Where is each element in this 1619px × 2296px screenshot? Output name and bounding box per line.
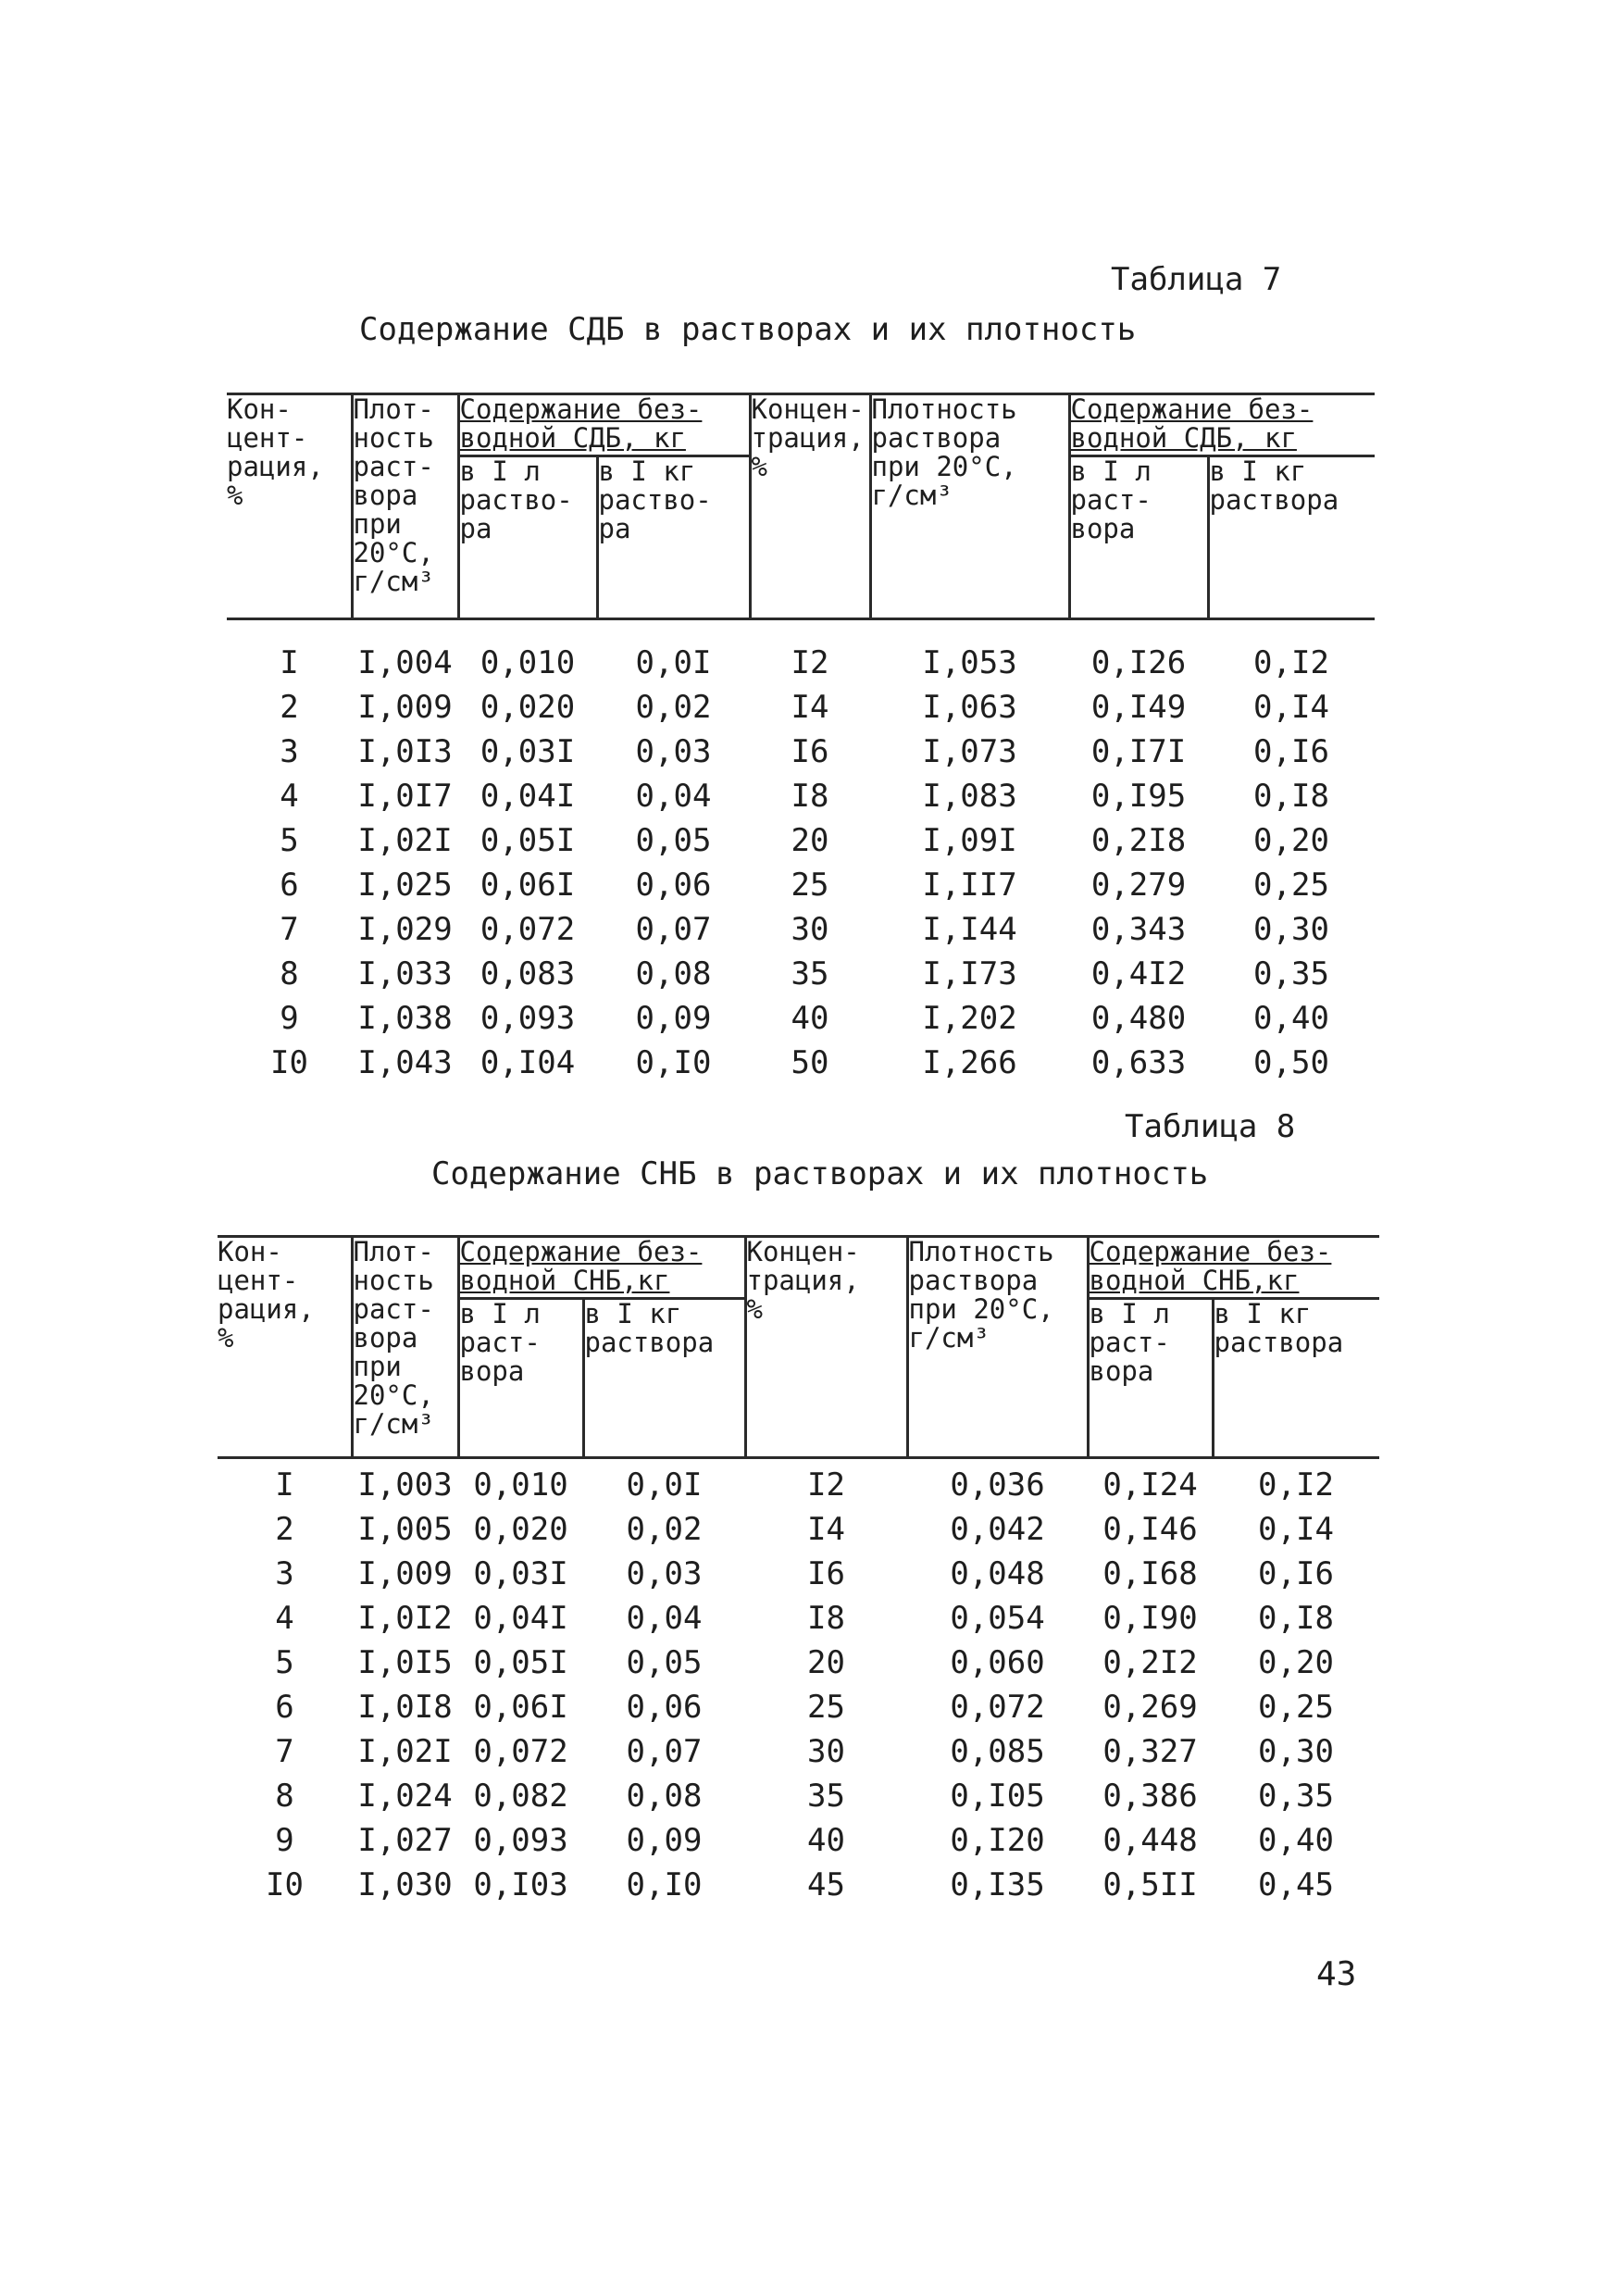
table-cell: 25 <box>791 867 829 904</box>
table-cell: 0,I2 <box>1253 644 1329 681</box>
table-cell: 40 <box>791 1000 829 1037</box>
table-cell: 0,02 <box>635 689 712 726</box>
table-row <box>227 996 1375 1041</box>
table-cell: I,003 <box>357 1466 453 1504</box>
table-cell: 0,03 <box>626 1555 703 1592</box>
table-cell: 0,2I8 <box>1090 822 1187 859</box>
table-cell: 0,480 <box>1090 1000 1187 1037</box>
table-cell: 0,06 <box>626 1689 703 1726</box>
table-cell: 0,I4 <box>1253 689 1329 726</box>
table-cell: 0,I68 <box>1102 1555 1198 1592</box>
table-cell: 0,093 <box>473 1822 568 1859</box>
table-cell: I2 <box>807 1466 845 1504</box>
table-cell: 0,09 <box>635 1000 712 1037</box>
table-cell: 45 <box>807 1866 845 1903</box>
table-cell: 0,03I <box>473 1555 568 1592</box>
table-cell: I,0I2 <box>357 1600 453 1637</box>
table-cell: 9 <box>280 1000 299 1037</box>
table-cell: 5 <box>280 822 299 859</box>
table-cell: 30 <box>791 911 829 948</box>
table-cell: 0,048 <box>950 1555 1045 1592</box>
table-cell: 8 <box>275 1778 294 1815</box>
table-cell: 0,I24 <box>1102 1466 1198 1504</box>
table-cell: 0,I6 <box>1258 1555 1334 1592</box>
t8-header-content: Содержание без- водной СНБ,кг <box>458 1237 745 1299</box>
table-cell: 0,036 <box>950 1466 1045 1504</box>
table-cell: 0,054 <box>950 1600 1045 1637</box>
table-cell: 0,06I <box>473 1689 568 1726</box>
table-cell: I,073 <box>922 733 1017 770</box>
table-cell: 0,35 <box>1253 955 1329 992</box>
table-cell: 0,40 <box>1253 1000 1329 1037</box>
table-cell: I8 <box>791 778 829 815</box>
table-cell: 0,279 <box>1090 867 1187 904</box>
table-cell: 0,093 <box>479 1000 576 1037</box>
table-cell: 0,448 <box>1102 1822 1198 1859</box>
table-row <box>227 952 1375 996</box>
table-cell: I,0I7 <box>357 778 453 815</box>
table-row <box>218 1641 1379 1685</box>
t7-header-conc: Кон- цент- рация, % <box>227 394 352 619</box>
table-row <box>227 863 1375 907</box>
table-cell: 0,082 <box>473 1778 568 1815</box>
table-cell: 0,343 <box>1090 911 1187 948</box>
table-cell: 0,20 <box>1253 822 1329 859</box>
table-row <box>218 1863 1379 1907</box>
table-cell: 0,633 <box>1090 1044 1187 1081</box>
table-cell: 20 <box>791 822 829 859</box>
table-cell: I,005 <box>357 1511 453 1548</box>
table-cell: 0,05I <box>479 822 576 859</box>
table-row <box>218 1596 1379 1641</box>
table-cell: I,02I <box>357 822 453 859</box>
table-cell: 40 <box>807 1822 845 1859</box>
table-cell: 0,07 <box>635 911 712 948</box>
t7-header-content: Содержание без- водной СДБ, кг <box>458 394 750 456</box>
table-cell: I,02I <box>357 1733 453 1770</box>
table-cell: 0,04 <box>635 778 712 815</box>
table7 <box>227 393 1375 1085</box>
table-cell: I <box>280 644 299 681</box>
table-cell: 0,03 <box>635 733 712 770</box>
table-cell: 7 <box>275 1733 294 1770</box>
table-cell: I,I44 <box>922 911 1017 948</box>
table-cell: 0,04I <box>473 1600 568 1637</box>
table-cell: 0,060 <box>950 1644 1045 1681</box>
t8-header-per-liter2: в I л раст- вора <box>1088 1299 1213 1458</box>
table-cell: 0,04 <box>626 1600 703 1637</box>
table-cell: 0,20 <box>1258 1644 1334 1681</box>
table-cell: 0,I20 <box>950 1822 1045 1859</box>
table-cell: 0,327 <box>1102 1733 1198 1770</box>
table-row <box>227 730 1375 774</box>
table-row <box>218 1685 1379 1729</box>
table-row <box>227 1041 1375 1085</box>
t8-header-density: Плот- ность раст- вора при 20°С, г/см³ <box>352 1237 458 1458</box>
table-cell: 0,40 <box>1258 1822 1334 1859</box>
table-cell: 0,I0 <box>635 1044 712 1081</box>
table-cell: 0,06 <box>635 867 712 904</box>
table7-title: Содержание СДБ в растворах и их плотность <box>359 311 1137 348</box>
table-cell: 0,I90 <box>1102 1600 1198 1637</box>
t7-header-per-liter: в I л раство- ра <box>458 456 597 619</box>
table8 <box>218 1235 1379 1907</box>
table-cell: I <box>275 1466 294 1504</box>
table-cell: I,038 <box>357 1000 453 1037</box>
table-cell: 0,08 <box>626 1778 703 1815</box>
table-cell: 0,5II <box>1102 1866 1198 1903</box>
table-cell: 0,35 <box>1258 1778 1334 1815</box>
table-cell: 0,010 <box>479 644 576 681</box>
table-row <box>227 685 1375 730</box>
table-cell: I,030 <box>357 1866 453 1903</box>
table-row <box>218 1729 1379 1774</box>
table-cell: 0,2I2 <box>1102 1644 1198 1681</box>
table-cell: 4 <box>275 1600 294 1637</box>
table-cell: 0,386 <box>1102 1778 1198 1815</box>
table-cell: I6 <box>807 1555 845 1592</box>
table-cell: 0,269 <box>1102 1689 1198 1726</box>
table-cell: I,266 <box>922 1044 1017 1081</box>
table-cell: I8 <box>807 1600 845 1637</box>
table-cell: I0 <box>266 1866 304 1903</box>
table-cell: 0,085 <box>950 1733 1045 1770</box>
table-row <box>227 907 1375 952</box>
table-cell: I,009 <box>357 689 453 726</box>
table-cell: I,029 <box>357 911 453 948</box>
table-cell: I6 <box>791 733 829 770</box>
table-cell: I,202 <box>922 1000 1017 1037</box>
table-cell: 5 <box>275 1644 294 1681</box>
table-cell: I,053 <box>922 644 1017 681</box>
table-cell: 6 <box>275 1689 294 1726</box>
table-cell: 8 <box>280 955 299 992</box>
t8-header-conc: Кон- цент- рация, % <box>218 1237 352 1458</box>
table-cell: 0,4I2 <box>1090 955 1187 992</box>
table-cell: I,004 <box>357 644 453 681</box>
table-cell: I,009 <box>357 1555 453 1592</box>
table-cell: 0,020 <box>473 1511 568 1548</box>
table-cell: 0,I0 <box>626 1866 703 1903</box>
page-number: 43 <box>1316 1955 1357 1993</box>
t8-header-per-liter: в I л раст- вора <box>458 1299 583 1458</box>
t7-header-density: Плот- ность раст- вора при 20°С, г/см³ <box>352 394 458 619</box>
table-cell: I,025 <box>357 867 453 904</box>
table-row <box>218 1818 1379 1863</box>
table-cell: 0,05 <box>635 822 712 859</box>
table-cell: 0,I8 <box>1253 778 1329 815</box>
table-cell: I,083 <box>922 778 1017 815</box>
table-row <box>227 774 1375 818</box>
table-cell: 0,I04 <box>479 1044 576 1081</box>
table-row <box>218 1552 1379 1596</box>
table-cell: I,063 <box>922 689 1017 726</box>
table-cell: 0,07 <box>626 1733 703 1770</box>
table-cell: I,027 <box>357 1822 453 1859</box>
table8-label: Таблица 8 <box>1125 1108 1296 1145</box>
table-cell: I,033 <box>357 955 453 992</box>
table-cell: 0,072 <box>473 1733 568 1770</box>
table-cell: 0,I35 <box>950 1866 1045 1903</box>
table-cell: I4 <box>791 689 829 726</box>
table-row <box>218 1774 1379 1818</box>
table-cell: 0,50 <box>1253 1044 1329 1081</box>
table-cell: 0,I7I <box>1090 733 1187 770</box>
t7-header-per-kg: в I кг раство- ра <box>597 456 750 619</box>
table7-body <box>227 641 1375 1085</box>
table-cell: I,0I8 <box>357 1689 453 1726</box>
table-cell: 0,I4 <box>1258 1511 1334 1548</box>
table-cell: 0,04I <box>479 778 576 815</box>
table-cell: 4 <box>280 778 299 815</box>
t7-header-per-kg2: в I кг раствора <box>1208 456 1375 619</box>
table-cell: 0,05I <box>473 1644 568 1681</box>
table-cell: I0 <box>270 1044 308 1081</box>
table-cell: 35 <box>807 1778 845 1815</box>
table-cell: 0,0I <box>635 644 712 681</box>
table-cell: I,II7 <box>922 867 1017 904</box>
table-cell: 2 <box>280 689 299 726</box>
table-cell: 7 <box>280 911 299 948</box>
table-cell: 0,I2 <box>1258 1466 1334 1504</box>
t8-header-per-kg2: в I кг раствора <box>1213 1299 1379 1458</box>
table-cell: 0,30 <box>1253 911 1329 948</box>
table-cell: I,0I3 <box>357 733 453 770</box>
table-cell: 3 <box>275 1555 294 1592</box>
table-cell: 0,I05 <box>950 1778 1045 1815</box>
table-cell: 20 <box>807 1644 845 1681</box>
table-row <box>227 818 1375 863</box>
t8-header-per-kg: в I кг раствора <box>583 1299 745 1458</box>
table-cell: 3 <box>280 733 299 770</box>
table-cell: 6 <box>280 867 299 904</box>
table-cell: 0,25 <box>1258 1689 1334 1726</box>
table-cell: 2 <box>275 1511 294 1548</box>
table-cell: 0,02 <box>626 1511 703 1548</box>
table-cell: 0,I95 <box>1090 778 1187 815</box>
t7-header-density2: Плотность раствора при 20°С, г/см³ <box>870 394 1069 619</box>
table-cell: I,043 <box>357 1044 453 1081</box>
table-cell: I,0I5 <box>357 1644 453 1681</box>
table8-body <box>218 1463 1379 1907</box>
table-row <box>218 1463 1379 1507</box>
table-cell: 30 <box>807 1733 845 1770</box>
table-cell: 9 <box>275 1822 294 1859</box>
table-cell: 0,05 <box>626 1644 703 1681</box>
table-cell: 0,25 <box>1253 867 1329 904</box>
table-row <box>218 1507 1379 1552</box>
table-cell: 0,010 <box>473 1466 568 1504</box>
table-cell: 50 <box>791 1044 829 1081</box>
table-cell: 0,08 <box>635 955 712 992</box>
table-cell: 0,042 <box>950 1511 1045 1548</box>
table-cell: 0,I49 <box>1090 689 1187 726</box>
table-cell: 0,45 <box>1258 1866 1334 1903</box>
table-cell: 0,I46 <box>1102 1511 1198 1548</box>
table-cell: I,024 <box>357 1778 453 1815</box>
table-cell: 0,020 <box>479 689 576 726</box>
table-cell: I,09I <box>922 822 1017 859</box>
table-cell: 0,I26 <box>1090 644 1187 681</box>
table-cell: 0,30 <box>1258 1733 1334 1770</box>
table8-title: Содержание СНБ в растворах и их плотность <box>431 1155 1209 1192</box>
t7-header-conc2: Концен- трация, % <box>750 394 870 619</box>
table-cell: I2 <box>791 644 829 681</box>
t8-header-density2: Плотность раствора при 20°С, г/см³ <box>907 1237 1088 1458</box>
table-cell: 0,I8 <box>1258 1600 1334 1637</box>
table-cell: 25 <box>807 1689 845 1726</box>
t7-header-content2: Содержание без- водной СДБ, кг <box>1069 394 1375 456</box>
table-cell: 0,03I <box>479 733 576 770</box>
table7-label: Таблица 7 <box>1111 261 1282 298</box>
table-cell: 0,I6 <box>1253 733 1329 770</box>
t7-header-per-liter2: в I л раст- вора <box>1069 456 1208 619</box>
table-cell: 0,I03 <box>473 1866 568 1903</box>
table-cell: 0,072 <box>479 911 576 948</box>
table-cell: 0,06I <box>479 867 576 904</box>
t8-header-content2: Содержание без- водной СНБ,кг <box>1088 1237 1379 1299</box>
table-cell: 0,0I <box>626 1466 703 1504</box>
table-cell: 0,09 <box>626 1822 703 1859</box>
table-cell: 0,072 <box>950 1689 1045 1726</box>
table-cell: 0,083 <box>479 955 576 992</box>
table-cell: 35 <box>791 955 829 992</box>
table-row <box>227 641 1375 685</box>
t8-header-conc2: Концен- трация, % <box>745 1237 907 1458</box>
table-cell: I,I73 <box>922 955 1017 992</box>
table-cell: I4 <box>807 1511 845 1548</box>
